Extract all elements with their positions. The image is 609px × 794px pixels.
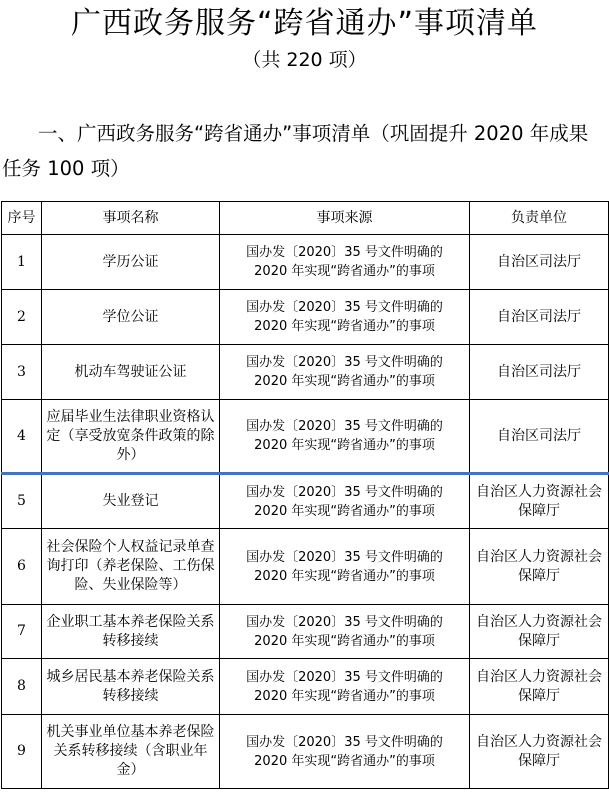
source-line: 2020 年实现“跨省通办”的事项 bbox=[254, 374, 435, 389]
source-line: 2020 年实现“跨省通办”的事项 bbox=[254, 633, 435, 649]
table-row bbox=[2, 605, 609, 659]
source-line: 2020 年实现“跨省通办”的事项 bbox=[254, 503, 435, 519]
row-name: 企业职工基本养老保险关系转移接续 bbox=[42, 605, 220, 659]
row-name: 机关事业单位基本养老保险关系转移接续（含职业年金） bbox=[42, 715, 220, 789]
row-source bbox=[220, 715, 470, 789]
row-no: 2 bbox=[2, 290, 42, 345]
row-source bbox=[220, 235, 470, 290]
row-name: 应届毕业生法律职业资格认定（享受放宽条件政策的除外） bbox=[42, 400, 220, 474]
header-unit: 负责单位 bbox=[470, 202, 609, 235]
source-line: 国办发〔2020〕35 号文件明确的 bbox=[246, 245, 443, 260]
row-no: 9 bbox=[2, 715, 42, 789]
table-row bbox=[2, 400, 609, 474]
row-source bbox=[220, 474, 470, 529]
row-no: 5 bbox=[2, 474, 42, 529]
row-source bbox=[220, 400, 470, 474]
header-name: 事项名称 bbox=[42, 202, 220, 235]
source-line: 2020 年实现“跨省通办”的事项 bbox=[254, 688, 435, 704]
table-row bbox=[2, 290, 609, 345]
row-name: 机动车驾驶证公证 bbox=[42, 345, 220, 400]
source-line: 2020 年实现“跨省通办”的事项 bbox=[254, 319, 435, 334]
table-row bbox=[2, 474, 609, 529]
table-row bbox=[2, 235, 609, 290]
source-line: 国办发〔2020〕35 号文件明确的 bbox=[246, 669, 443, 685]
row-source bbox=[220, 290, 470, 345]
table-header-row bbox=[2, 202, 609, 235]
table-row bbox=[2, 659, 609, 715]
document-title: 广西政务服务“跨省通办”事项清单 bbox=[70, 6, 539, 41]
row-no: 8 bbox=[2, 659, 42, 715]
source-line: 国办发〔2020〕35 号文件明确的 bbox=[246, 614, 443, 630]
row-name: 城乡居民基本养老保险关系转移接续 bbox=[42, 659, 220, 715]
table-row bbox=[2, 529, 609, 605]
table-row bbox=[2, 715, 609, 789]
source-line: 2020 年实现“跨省通办”的事项 bbox=[254, 438, 435, 453]
items-table bbox=[1, 201, 609, 789]
source-line: 2020 年实现“跨省通办”的事项 bbox=[254, 753, 435, 769]
row-no: 3 bbox=[2, 345, 42, 400]
row-unit: 自治区司法厅 bbox=[470, 400, 609, 474]
source-line: 国办发〔2020〕35 号文件明确的 bbox=[246, 419, 443, 434]
item-count: （共 220 项） bbox=[242, 49, 367, 71]
row-unit: 自治区人力资源社会保障厅 bbox=[470, 529, 609, 605]
row-unit: 自治区司法厅 bbox=[470, 345, 609, 400]
header-source: 事项来源 bbox=[220, 202, 470, 235]
row-unit: 自治区人力资源社会保障厅 bbox=[470, 605, 609, 659]
source-line: 2020 年实现“跨省通办”的事项 bbox=[254, 264, 435, 279]
row-source bbox=[220, 529, 470, 605]
row-source bbox=[220, 605, 470, 659]
section-heading-text: 一、广西政务服务“跨省通办”事项清单（巩固提升 2020 年成果任务 100 项） bbox=[2, 122, 589, 180]
row-unit: 自治区人力资源社会保障厅 bbox=[470, 659, 609, 715]
table-row bbox=[2, 345, 609, 400]
source-line: 2020 年实现“跨省通办”的事项 bbox=[254, 568, 435, 584]
source-line: 国办发〔2020〕35 号文件明确的 bbox=[246, 549, 443, 565]
row-unit: 自治区人力资源社会保障厅 bbox=[470, 474, 609, 529]
row-no: 6 bbox=[2, 529, 42, 605]
source-line: 国办发〔2020〕35 号文件明确的 bbox=[246, 355, 443, 370]
row-name: 社会保险个人权益记录单查询打印（养老保险、工伤保险、失业保险等） bbox=[42, 529, 220, 605]
source-line: 国办发〔2020〕35 号文件明确的 bbox=[246, 484, 443, 500]
source-line: 国办发〔2020〕35 号文件明确的 bbox=[246, 734, 443, 750]
row-unit: 自治区司法厅 bbox=[470, 290, 609, 345]
row-unit: 自治区司法厅 bbox=[470, 235, 609, 290]
header-no: 序号 bbox=[2, 202, 42, 235]
row-name: 学位公证 bbox=[42, 290, 220, 345]
row-source bbox=[220, 659, 470, 715]
row-unit: 自治区人力资源社会保障厅 bbox=[470, 715, 609, 789]
row-name: 失业登记 bbox=[42, 474, 220, 529]
source-line: 国办发〔2020〕35 号文件明确的 bbox=[246, 300, 443, 315]
row-source bbox=[220, 345, 470, 400]
section-heading bbox=[2, 116, 606, 186]
row-no: 4 bbox=[2, 400, 42, 474]
row-no: 7 bbox=[2, 605, 42, 659]
row-name: 学历公证 bbox=[42, 235, 220, 290]
row-no: 1 bbox=[2, 235, 42, 290]
